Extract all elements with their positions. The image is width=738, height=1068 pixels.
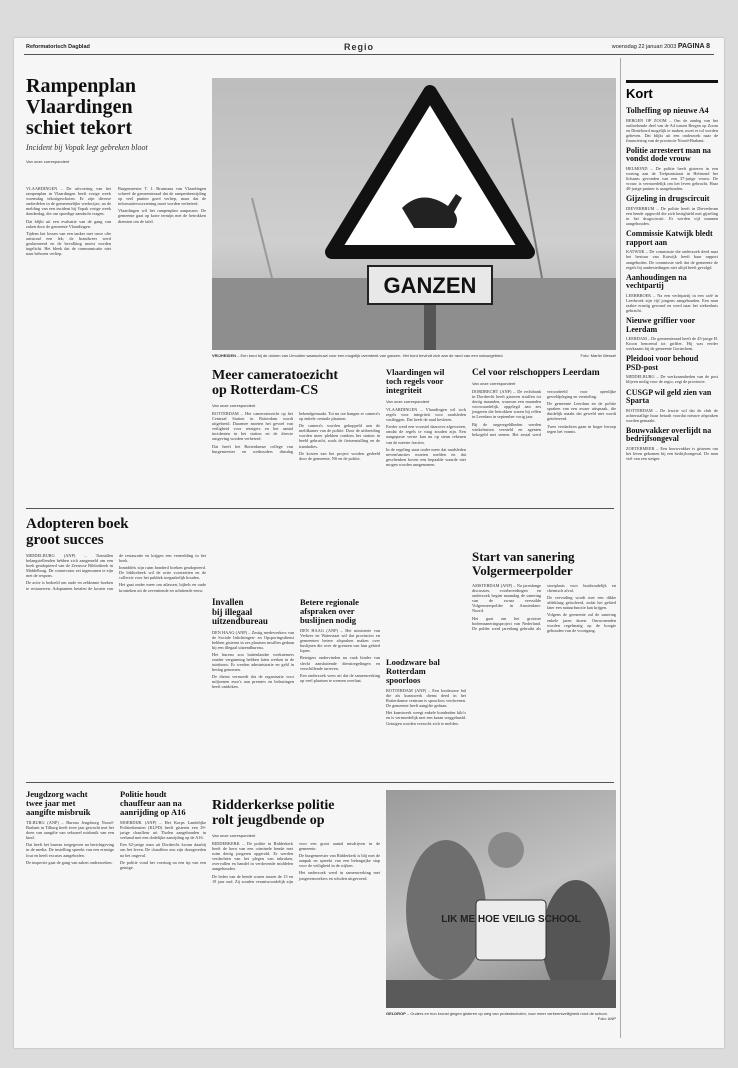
ganzen-caption-text: Een bord bij de duinen van IJmuiden waarschuwt voor een mogelijk oversteek van ganzen. Het bord bevindt zich aan de rand van een natuurgebied. bbox=[240, 353, 504, 358]
camera-headline-1: Meer cameratoezicht bbox=[212, 368, 339, 383]
kort-items bbox=[626, 107, 718, 461]
busafspraken-paragraph: DEN HAAG (ANP) – Het ministerie van Verkeer en Waterstaat wil dat provincies en gemeenten betere afspraken maken over buslijnen die over de grenzen van hun gebied lopen. bbox=[300, 628, 380, 654]
politie-a16-headline-3: aanrijding op A16 bbox=[120, 807, 186, 817]
camera-article bbox=[212, 368, 380, 461]
kort-item bbox=[626, 230, 718, 269]
kort-item bbox=[626, 107, 718, 143]
paper-name: Reformatorisch Dagblad bbox=[26, 44, 90, 50]
jeugdzorg-paragraph: TILBURG (ANP) – Bureau Jeugdzorg Noord-Brabant in Tilburg heeft twee jaar gewacht met het doen van aangifte van seksueel misbruik van een kind. bbox=[26, 820, 114, 841]
regels-paragraph: In de regeling staat onder meer dat raadsleden nevenfuncties moeten melden en dat geschenken boven een bepaalde waarde niet mogen worden aangenomen. bbox=[386, 446, 466, 467]
sanering-headline-2: Volgermeerpolder bbox=[472, 563, 573, 578]
geldrop-caption-text: Ouders en hun kroost gingen gisteren op weg van protestscholen, voor meer verkeersveiligheid rond de school. bbox=[410, 1011, 608, 1016]
sanering-headline-1: Start van sanering bbox=[472, 549, 575, 564]
ridderkerk-headline bbox=[212, 798, 380, 828]
invallen-paragraph: De dienst vermoedt dat de organisatie voor miljoenen euro's aan premies en belastingen heeft ontdoken. bbox=[212, 674, 294, 690]
geldrop-caption: GELDROP – Ouders en hun kroost gingen gisteren op weg van protestscholen, voor meer verkeersveiligheid rond de school. Foto: ANP bbox=[386, 1011, 616, 1021]
ganzen-caption-label: VRIJHEIDEN bbox=[212, 353, 237, 358]
busafspraken-paragraph: Reizigers ondervinden nu vaak hinder van slecht aansluitende dienstregelingen en verschillende tarieven. bbox=[300, 655, 380, 671]
lead-article bbox=[26, 76, 206, 164]
lead-body-col-1 bbox=[26, 186, 111, 258]
relschopper-body bbox=[472, 389, 616, 437]
kort-item-text: HELMOND – De politie heeft gisteren in een woning aan de Trefpuntstraat in Helmond het lichaam gevonden van een 37-jarige vrouw. De vrouw is vermoedelijk om het leven gebracht. Haar 40-jarige partner is aangehouden. bbox=[626, 165, 718, 192]
adopteren-paragraph: Het gaat onder meer om atlassen, bijbels en oude kronieken uit de zeventiende en achttiende eeuw. bbox=[119, 582, 206, 593]
jeugdzorg-headline-3: aangifte misbruik bbox=[26, 807, 91, 817]
geldrop-photo bbox=[386, 790, 616, 1008]
adopteren-headline-2: groot succes bbox=[26, 532, 104, 548]
kort-item-headline: Politie arresteert man na vondst dode vrouw bbox=[626, 145, 711, 164]
regels-article bbox=[386, 368, 466, 469]
newspaper-page bbox=[14, 38, 724, 1048]
politie-a16-headline-2: chauffeur aan na bbox=[120, 798, 182, 808]
ridderkerk-headline-2: rolt jeugdbende op bbox=[212, 813, 325, 828]
regels-headline-3: integriteit bbox=[386, 385, 422, 395]
camera-headline bbox=[212, 368, 380, 398]
loodzware-headline-2: Rotterdam bbox=[386, 666, 426, 676]
kort-item bbox=[626, 427, 718, 461]
regels-headline-2: toch regels voor bbox=[386, 376, 444, 386]
politie-a16-headline-1: Politie houdt bbox=[120, 789, 167, 799]
loodzware-headline-1: Loodzware bal bbox=[386, 657, 440, 667]
sanering-headline bbox=[472, 550, 616, 578]
sanering-paragraph: Volgens de gemeente zal de sanering enkele jaren duren. Omwonenden worden regelmatig op de hoogte gehouden van de voortgang. bbox=[547, 612, 616, 633]
adopteren-headline-1: Adopteren boek bbox=[26, 516, 129, 532]
camera-paragraph: De camera's worden gekoppeld aan de meldkamer van de politie. Door de uitbreiding worden meer plekken rondom het station in beeld gebracht, zoals de fietsenstalling en de tramhaltes. bbox=[299, 423, 380, 449]
adopteren-paragraph: Inmiddels zijn ruim honderd boeken geadopteerd. De bibliotheek wil de actie voortzetten en de collectie voor het publiek toegankelijk houden. bbox=[119, 565, 206, 581]
invallen-headline-2: bij illegaal bbox=[212, 606, 253, 617]
kort-item-headline: Nieuwe griffier voor Leerdam bbox=[626, 316, 696, 334]
relschopper-paragraph: DORDRECHT (ANP) – De rechtbank in Dordrecht heeft gisteren straffen tot dertig maanden, waarvan een maanden voorwaardelijk, opgelegd aan zes jongeren die betrokken waren bij rellen in Leerdam in september vorig jaar. bbox=[472, 389, 541, 420]
kort-sidebar bbox=[626, 80, 718, 461]
adopteren-article bbox=[26, 516, 206, 593]
busafspraken-headline bbox=[300, 598, 380, 625]
jeugdzorg-headline-1: Jeugdzorg wacht bbox=[26, 789, 88, 799]
kort-title: Kort bbox=[626, 86, 653, 101]
relschopper-headline: Cel voor relschoppers Leerdam bbox=[472, 368, 600, 378]
sanering-article bbox=[472, 550, 616, 633]
camera-body bbox=[212, 411, 380, 461]
politie-a16-paragraph: De politie vond het voertuig na een tip van een getuige. bbox=[120, 859, 206, 870]
protest-sign-text: LIK ME HOE VEILIG SCHOOL bbox=[441, 914, 581, 925]
section-title: Regio bbox=[344, 42, 375, 52]
kort-item-headline: Pleidooi voor behoud PSD-post bbox=[626, 354, 699, 372]
invallen-headline-1: Invallen bbox=[212, 597, 244, 607]
sanering-paragraph: Het gaat om het grootste bodemsaneringsproject van Nederland. De polder werd jarenlang gebruikt als stortplaats voor huishoudelijk en chemisch afval. bbox=[472, 583, 616, 631]
busafspraken-headline-1: Betere regionale bbox=[300, 597, 359, 607]
politie-a16-body bbox=[120, 820, 206, 870]
busafspraken-headline-2: afspraken over bbox=[300, 606, 355, 616]
regels-headline bbox=[386, 368, 466, 395]
jeugdzorg-headline bbox=[26, 790, 114, 817]
kort-item bbox=[626, 195, 718, 226]
kort-item-text: ZOETERMEER – Een bouwvakker is gisteren om het leven gekomen bij een bedrijfsongeval. De man viel van een steiger. bbox=[626, 445, 718, 461]
lead-headline-1: Rampenplan bbox=[26, 75, 137, 97]
page-date bbox=[612, 43, 710, 50]
kort-item-headline: CUSGP wil geld zien van Sparta bbox=[626, 387, 712, 406]
busafspraken-paragraph: Een onderzoek wees uit dat de samenwerking op veel plaatsen te wensen overlaat. bbox=[300, 672, 380, 683]
page-number: 8 bbox=[706, 43, 710, 50]
kort-item-text: MIDDELBURG – De werkzaamheden van de post blijven nodig voor de regio, zegt de provincie. bbox=[626, 374, 718, 385]
ridderkerk-paragraph: RIDDERKERK – De politie in Ridderkerk heeft de kern van een criminele bende met ruim dertig jongeren opgerold. Er werden verdachten van het plegen van inbraken, overvallen en handel in verdovende middelen aangehouden. bbox=[212, 841, 293, 872]
busafspraken-headline-3: buslijnen nodig bbox=[300, 615, 356, 625]
busafspraken-body bbox=[300, 628, 380, 683]
adopteren-headline bbox=[26, 516, 206, 548]
loodzware-article bbox=[386, 658, 466, 728]
lead-byline: Van onze correspondent bbox=[26, 159, 70, 164]
geldrop-caption-label: GELDROP bbox=[386, 1011, 406, 1016]
kort-item-text: LEERBROEK – Na een vechtpartij in een café in Leerbroek zijn vijf jongens aangehouden. Een man raakte ernstig gewond en werd naar het ziekenhuis gebracht. bbox=[626, 292, 718, 313]
kort-item bbox=[626, 355, 718, 384]
camera-paragraph: Dat heeft het Rotterdamse college van burgemeester en wethouders dinsdag bekendgemaakt. Tot nu toe hangen er camera's op enkele centrale plaatsen. bbox=[212, 411, 380, 454]
page-label: PAGINA bbox=[677, 43, 705, 50]
ridderkerk-body bbox=[212, 841, 380, 884]
adopteren-paragraph: MIDDELBURG (ANP) – Tientallen belangstellenden hebben zich aangemeld om een boek geadopteerd van de Zeeuwse Bibliotheek in Middelburg. De conservator zei ingenomen te zijn met de respons. bbox=[26, 553, 113, 579]
kort-item-text: LEERDAM – De gemeenteraad heeft de 45-jarige H. Kroon benoemd tot griffier. Hij was eerder werkzaam bij de gemeente Gorinchem. bbox=[626, 336, 718, 352]
lead-headline-3: schiet tekort bbox=[26, 117, 133, 139]
kort-item bbox=[626, 317, 718, 351]
politie-a16-article bbox=[120, 790, 206, 872]
kort-item-headline: Gijzeling in drugscircuit bbox=[626, 194, 710, 204]
adopteren-paragraph: De actie is bedoeld om oude en zeldzame boeken te restaureren. Adoptanten betalen de kosten van de restauratie en krijgen een vermelding in het boek. bbox=[26, 553, 206, 591]
ridderkerk-paragraph: De burgemeester van Ridderkerk is blij met de aanpak en spreekt van een belangrijke stap voor de veiligheid in de wijken. bbox=[299, 853, 380, 869]
relschopper-paragraph: De gemeente Leerdam en de politie spraken van een zware uitspraak, die duidelijk maakt dat geweld niet wordt getolereerd. bbox=[547, 401, 616, 422]
politie-a16-headline bbox=[120, 790, 206, 817]
jeugdzorg-paragraph: De inspectie gaat de gang van zaken onderzoeken. bbox=[26, 859, 113, 865]
ridderkerk-paragraph: Het onderzoek werd in samenwerking met jongerenwerkers en scholen uitgevoerd. bbox=[299, 870, 380, 881]
relschopper-paragraph: Twee verdachten gaan in hoger beroep tegen het vonnis. bbox=[547, 423, 616, 434]
invallen-headline bbox=[212, 598, 294, 627]
invallen-paragraph: Het bureau zou buitenlandse werknemers zonder vergunning hebben laten werken in de tuinbouw. Er werden administratie en geld in beslag genomen. bbox=[212, 651, 294, 673]
ganzen-sign-illustration bbox=[212, 78, 616, 350]
kort-item-headline: Bouwvakker overlijdt na bedrijfsongeval bbox=[626, 425, 712, 444]
kort-item bbox=[626, 389, 718, 423]
kort-header bbox=[626, 80, 718, 103]
camera-byline: Van onze correspondent bbox=[212, 403, 256, 408]
relschopper-paragraph: Bij de ongeregeldheden werden winkelruiten vernield en agenten bekogeld met stenen. Het zestal werd veroordeeld voor openlijke geweldpleging en vernieling. bbox=[472, 389, 616, 437]
ganzen-photo bbox=[212, 78, 616, 350]
camera-paragraph: De kosten van het project worden gedeeld door de gemeente, NS en de politie. bbox=[299, 450, 380, 461]
kort-item-text: ROTTERDAM – De fractie wil dat de club de achterstallige huur betaalt voordat nieuwe afspraken worden gemaakt. bbox=[626, 407, 718, 423]
lead-paragraph: Vlaardingen wil het rampenplan aanpassen. De gemeente gaat op korte termijn met de betrokken diensten om de tafel. bbox=[118, 208, 206, 224]
camera-paragraph: ROTTERDAM – Het cameratoezicht op het Centraal Station in Rotterdam wordt uitgebreid. Daarmee moeten het gevoel van veiligheid voor reizigers en het aantal incidenten in het station en de directe omgeving worden verbeterd. bbox=[212, 411, 293, 442]
kort-item-headline: Tolheffing op nieuwe A4 bbox=[626, 106, 709, 115]
kort-item-text: BERGEN OP ZOOM – Om de aanleg van het ontbrekende deel van de A4 tussen Bergen op Zoom en Dinteloord mogelijk te maken, moet er tol worden geheven. Dat blijkt uit een onderzoek naar de financiering van de provincie Noord-Brabant. bbox=[626, 117, 718, 143]
kort-item bbox=[626, 274, 718, 313]
lead-paragraph: Burgemeester T. J. Bruinsma van Vlaardingen schreef de gemeenteraad dat de rampenbestrijding op veel punten goed verliep, maar dat de informatievoorziening moet worden verbeterd. bbox=[118, 186, 206, 207]
lead-headline bbox=[26, 76, 206, 139]
relschopper-article bbox=[472, 368, 616, 437]
sanering-paragraph: AMSTERDAM (ANP) – Na jarenlange discussies, voorbereidingen en onderzoek begint maandag de sanering van de zwaar vervuilde Volgermeerpolder in Amsterdam-Noord. bbox=[472, 583, 541, 614]
regels-byline: Van onze correspondent bbox=[386, 399, 430, 404]
invallen-paragraph: DEN HAAG (ANP) – Zestig medewerkers van de Sociale Inlichtingen- en Opsporingsdienst hebben gisteren in zes plaatsen invallen gedaan bij een illegaal uitzendbureau. bbox=[212, 629, 294, 650]
busafspraken-article bbox=[300, 598, 380, 685]
kort-item-text: KATWIJK – De commissie die onderzoek deed naar het bestuur van Katwijk heeft haar rapport aangeboden. De commissie stelt dat de gemeente de regels bij aanbestedingen niet altijd heeft gevolgd. bbox=[626, 249, 718, 270]
geldrop-credit: Foto: ANP bbox=[597, 1016, 616, 1021]
adopteren-body bbox=[26, 553, 206, 593]
jeugdzorg-paragraph: Dat heeft het bureau toegegeven na berichtgeving in de media. De instelling spreekt van een ernstige fout en heeft excuses aangeboden. bbox=[26, 842, 114, 858]
sanering-body bbox=[472, 583, 616, 633]
regels-paragraph: VLAARDINGEN – Vlaardingen wil toch regels voor integriteit voor raadsleden vastleggen. Dat heeft de raad besloten. bbox=[386, 407, 466, 423]
kort-item-headline: Aanhoudingen na vechtpartij bbox=[626, 272, 687, 291]
ridderkerk-paragraph: De leden van de bende waren tussen de 13 en 19 jaar oud. Zij zouden verantwoordelijk zijn voor een groot aantal misdrijven in de gemeente. bbox=[212, 841, 380, 884]
camera-headline-2: op Rotterdam-CS bbox=[212, 383, 319, 398]
ganzen-credit: Foto: Martin Wessel bbox=[580, 353, 616, 358]
lead-paragraph: Tijdens het lossen van een tanker met ruwe olie ontstond een lek; de brandweer werd gealarmeerd en de bevolking moest worden ingelicht. Het bleek dat de communicatie niet naar behoren verliep. bbox=[26, 230, 111, 257]
politie-a16-paragraph: Een 62-jarige man uit Dordrecht kwam daarbij om het leven. De chauffeur zou zijn doorgereden na het ongeval. bbox=[120, 842, 206, 858]
lead-paragraph: VLAARDINGEN – De uitvoering van het rampenplan in Vlaardingen heeft vorige week woensdag tekortgeschoten. Er zijn diverse onderdelen in de gemeentelijke werkwijze, na de melding van een incident bij Vopak vorige week donderdag, die om spoedige aandacht vragen. bbox=[26, 186, 111, 217]
loodzware-headline-3: spoorloos bbox=[386, 675, 421, 685]
lead-headline-2: Vlaardingen bbox=[26, 96, 133, 118]
loodzware-paragraph: Het kunstwerk weegt enkele honderden kilo's en is vermoedelijk met een kraan weggehaald. Getuigen worden verzocht zich te melden. bbox=[386, 710, 466, 726]
jeugdzorg-headline-2: twee jaar met bbox=[26, 798, 76, 808]
lead-kicker: Incident bij Vopak legt gebreken bloot bbox=[26, 143, 148, 152]
sanering-paragraph: De vervuiling wordt met een dikke afdeklaag geïsoleerd, zodat het gebied later een natuurfunctie kan krijgen. bbox=[547, 595, 616, 611]
politie-a16-paragraph: MOERDIJK (ANP) – Het Korps Landelijke Politiediensten (KLPD) heeft gisteren een 29-jarige chauffeur uit Tholen aangehouden in verband met een dodelijke aanrijding op de A16. bbox=[120, 820, 206, 841]
loodzware-headline bbox=[386, 658, 466, 685]
regels-body bbox=[386, 407, 466, 467]
ganzen-sign-text: GANZEN bbox=[383, 273, 477, 298]
relschopper-byline: Van onze correspondent bbox=[472, 381, 516, 386]
kort-item-headline: Commissie Katwijk bledt rapport aan bbox=[626, 229, 713, 247]
ganzen-caption: VRIJHEIDEN – Een bord bij de duinen van IJmuiden waarschuwt voor een mogelijk oversteek van ganzen. Het bord bevindt zich aan de rand van een natuurgebied. Foto: Martin Wessel bbox=[212, 353, 616, 358]
invallen-article bbox=[212, 598, 294, 692]
regels-paragraph: Eerder werd een voorstel daarover afgewezen, omdat de regels te vaag zouden zijn. Een aangepaste versie kan nu op steun rekenen van de meeste fracties. bbox=[386, 424, 466, 445]
invallen-body bbox=[212, 630, 294, 690]
kort-item-text: DIEVERBRUM – De politie heeft in Dieverbrum een bende opgerold die zich bezighield met gijzeling in het drugscircuit. Er werden vijf mannen aangehouden. bbox=[626, 205, 718, 227]
jeugdzorg-article bbox=[26, 790, 114, 867]
protest-children-illustration bbox=[386, 790, 616, 1008]
date-text: woensdag 22 januari 2003 bbox=[611, 44, 677, 50]
regels-headline-1: Vlaardingen wil bbox=[386, 367, 445, 377]
loodzware-body bbox=[386, 688, 466, 726]
invallen-headline-3: uitzendbureau bbox=[212, 616, 268, 626]
loodzware-paragraph: ROTTERDAM (ANP) – Een loodzware bal die als kunstwerk dienst deed in het Rotterdamse centrum is spoorloos verdwenen. De gemeente heeft aangifte gedaan. bbox=[386, 688, 466, 709]
ridderkerk-headline-1: Ridderkerkse politie bbox=[212, 798, 335, 813]
lead-body-col-2 bbox=[118, 186, 206, 226]
lead-paragraph: Dat blijkt uit een evaluatie van de gang van zaken door de gemeente Vlaardingen. bbox=[26, 218, 111, 229]
ridderkerk-article bbox=[212, 798, 380, 884]
jeugdzorg-body bbox=[26, 820, 114, 865]
kort-item bbox=[626, 147, 718, 191]
ridderkerk-byline: Van onze correspondent bbox=[212, 833, 256, 838]
